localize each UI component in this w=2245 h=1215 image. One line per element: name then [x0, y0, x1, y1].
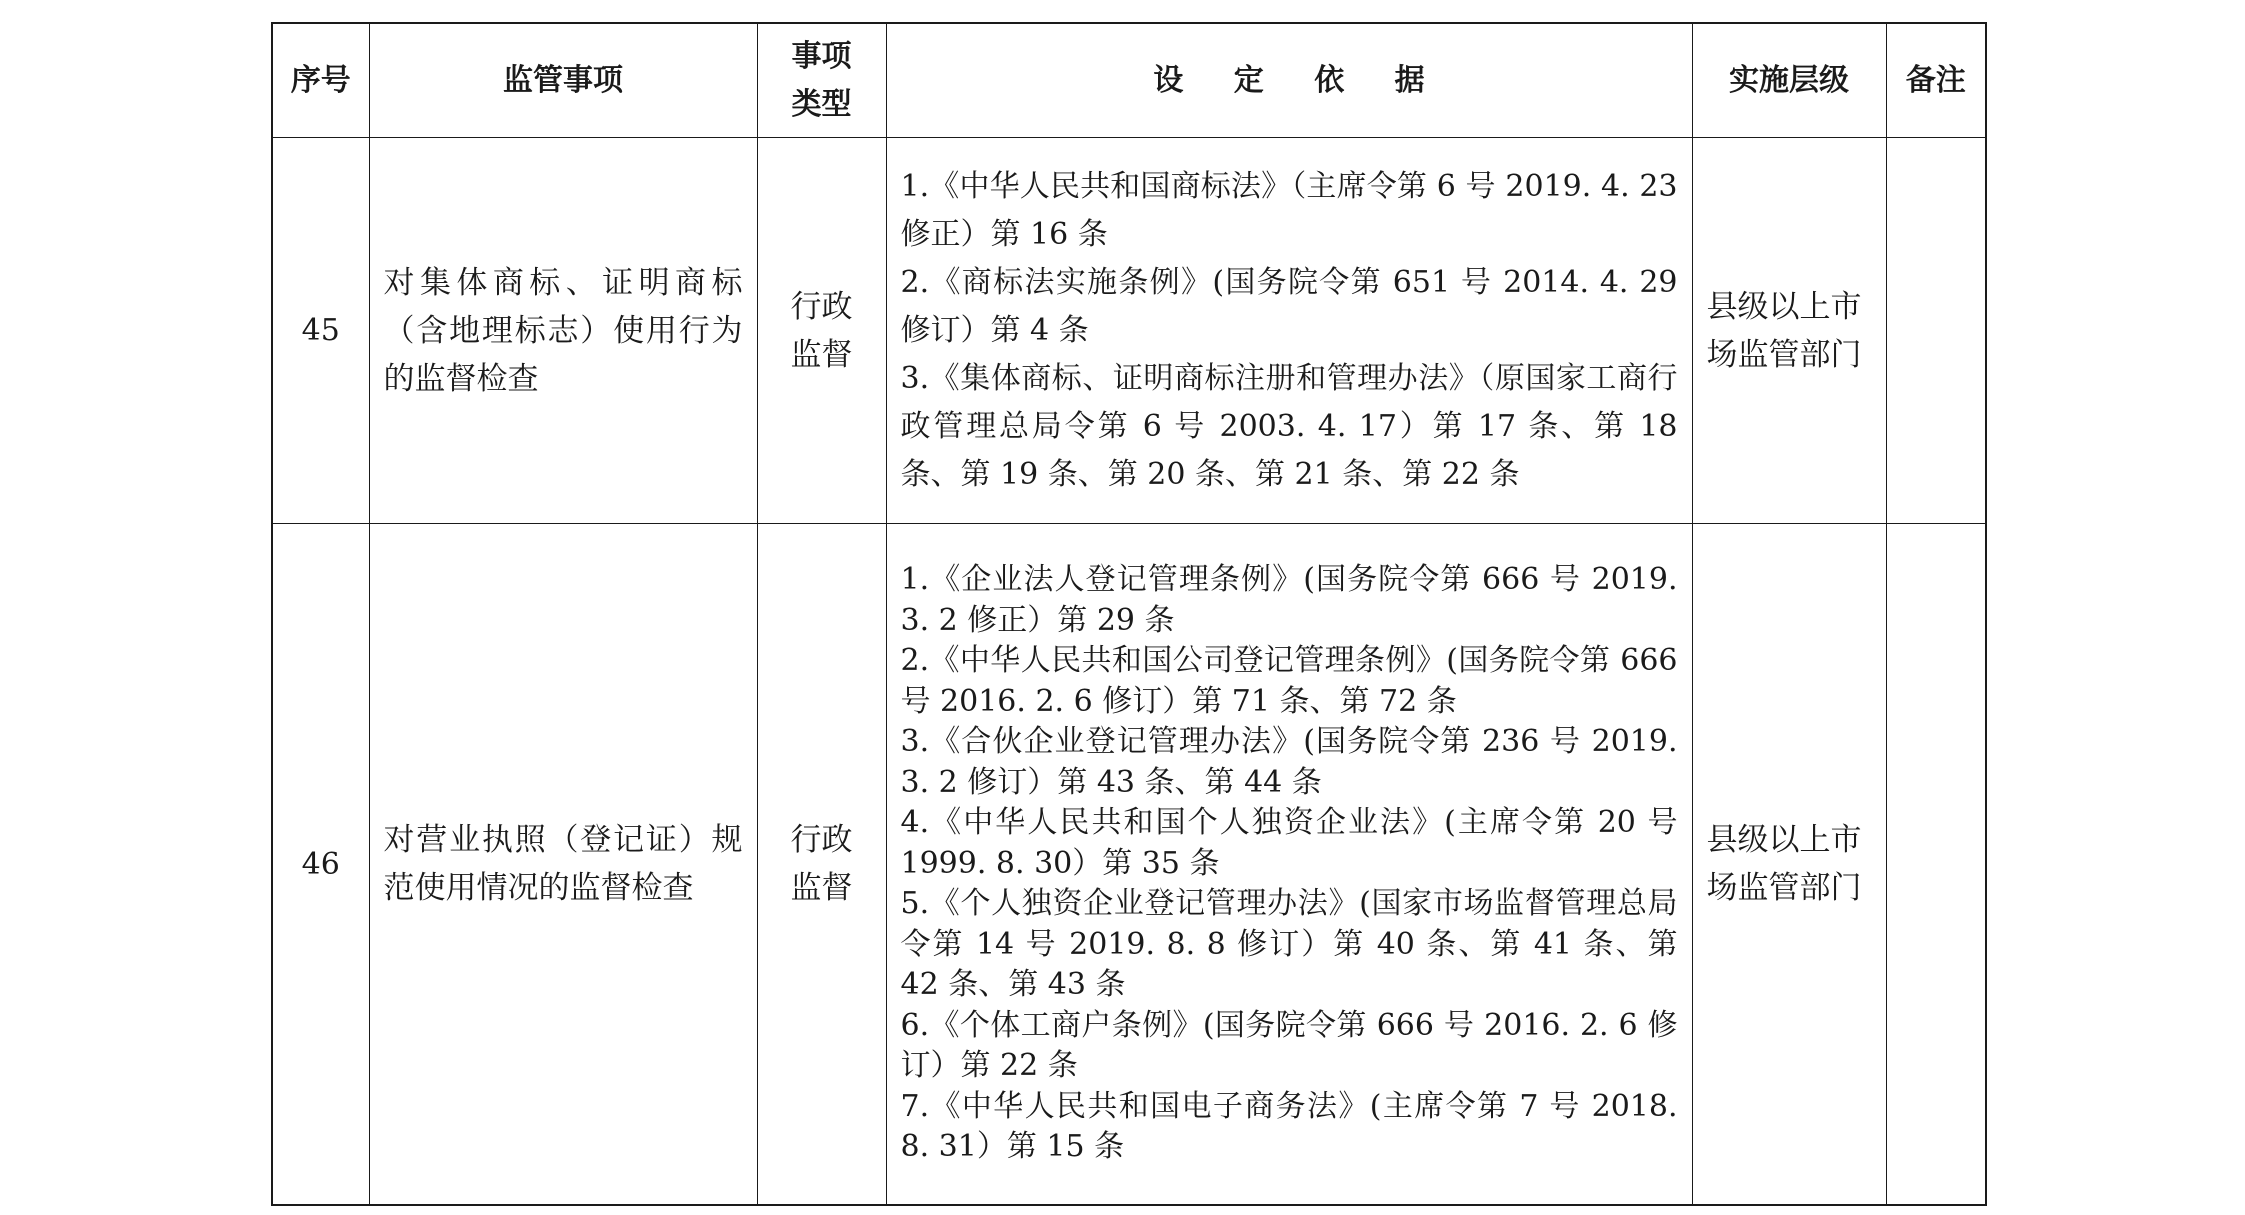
header-basis [886, 23, 1692, 138]
basis-line: 2.《中华人民共和国公司登记管理条例》(国务院令第 666 号 2016. 2. 6 修订）第 71 条、第 72 条 [900, 643, 1678, 719]
row-item: 对营业执照（登记证）规范使用情况的监督检查 [369, 524, 757, 1206]
header-remark: 备注 [1886, 23, 1986, 138]
basis-line: 6.《个体工商户条例》(国务院令第 666 号 2016. 2. 6 修订）第 22 条 [900, 1007, 1678, 1084]
row-remark [1886, 524, 1986, 1206]
header-type [757, 23, 886, 138]
basis-line: 1.《企业法人登记管理条例》(国务院令第 666 号 2019. 3. 2 修正）第 29 条 [900, 562, 1678, 638]
row-type [757, 138, 886, 524]
header-row [272, 23, 1986, 138]
table-row [272, 524, 1986, 1206]
row-index: 46 [272, 524, 369, 1206]
header-basis-text: 设 定 依 据 [1153, 62, 1445, 98]
row-type [757, 524, 886, 1206]
basis-line: 4.《中华人民共和国个人独资企业法》(主席令第 20 号 1999. 8. 30）第 35 条 [900, 805, 1678, 881]
basis-line: 3.《集体商标、证明商标注册和管理办法》（原国家工商行政管理总局令第 6 号 2003. 4. 17）第 17 条、第 18 条、第 19 条、第 20 条、第 21 条、第 22 条 [900, 360, 1678, 492]
header-index: 序号 [272, 23, 369, 138]
regulation-table [271, 22, 1987, 1206]
basis-line: 3.《合伙企业登记管理办法》(国务院令第 236 号 2019. 3. 2 修订）第 43 条、第 44 条 [900, 724, 1678, 800]
basis-line: 5.《个人独资企业登记管理办法》(国家市场监督管理总局令第 14 号 2019. 8. 8 修订）第 40 条、第 41 条、第 42 条、第 43 条 [900, 886, 1678, 1003]
row-basis [886, 524, 1692, 1206]
header-level: 实施层级 [1692, 23, 1886, 138]
header-type-text: 事项 类型 [791, 38, 852, 122]
row-level: 县级以上市场监管部门 [1692, 524, 1886, 1206]
row-item: 对集体商标、证明商标（含地理标志）使用行为的监督检查 [369, 138, 757, 524]
table-row [272, 138, 1986, 524]
basis-line: 7.《中华人民共和国电子商务法》(主席令第 7 号 2018. 8. 31）第 15 条 [900, 1088, 1678, 1165]
basis-line: 2.《商标法实施条例》(国务院令第 651 号 2014. 4. 29 修订）第 4 条 [900, 264, 1678, 348]
row-remark [1886, 138, 1986, 524]
header-item: 监管事项 [369, 23, 757, 138]
row-index: 45 [272, 138, 369, 524]
row-type-text: 行政 监督 [790, 288, 853, 373]
row-level: 县级以上市场监管部门 [1692, 138, 1886, 524]
row-basis [886, 138, 1692, 524]
row-type-text: 行政 监督 [790, 822, 853, 906]
basis-line: 1.《中华人民共和国商标法》（主席令第 6 号 2019. 4. 23 修正）第 16 条 [900, 168, 1678, 252]
